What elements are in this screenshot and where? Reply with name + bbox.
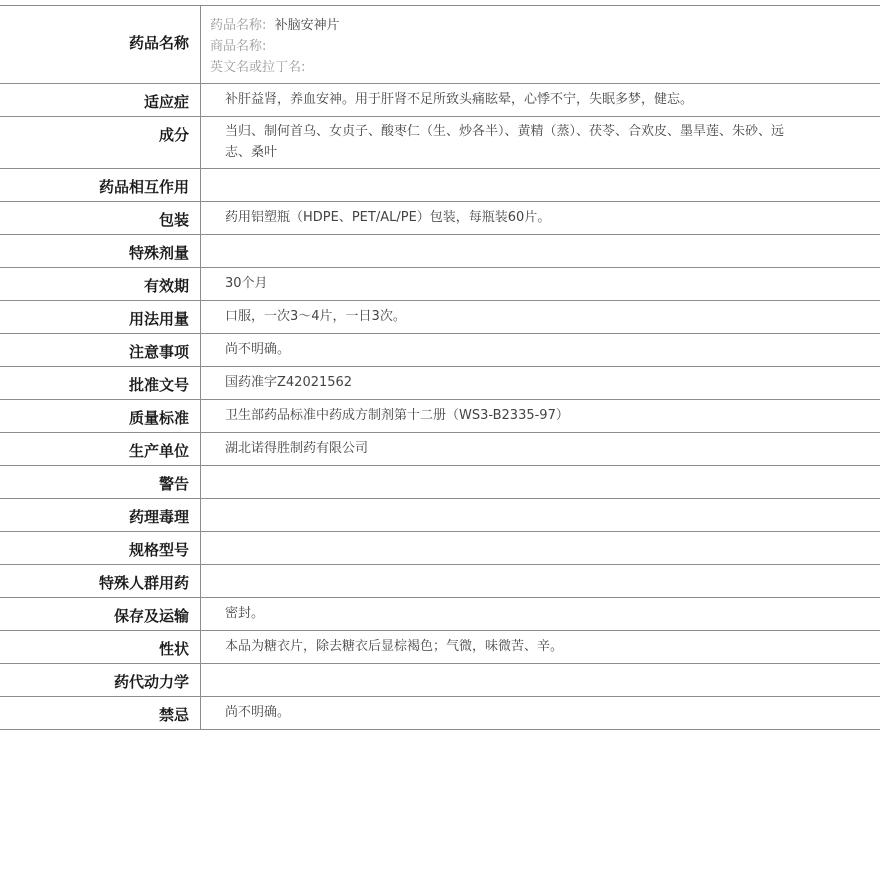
row-label: 有效期 <box>0 268 201 300</box>
row-label: 特殊剂量 <box>0 235 201 267</box>
row-label: 注意事项 <box>0 334 201 366</box>
row-value: 卫生部药品标准中药成方制剂第十二册（WS3-B2335-97） <box>225 408 569 423</box>
trade-name-line <box>210 36 800 57</box>
row-manufacturer <box>0 433 880 466</box>
row-value <box>201 532 880 564</box>
row-approval-number <box>0 367 880 400</box>
row-pharmacology <box>0 499 880 532</box>
row-label: 生产单位 <box>0 433 201 465</box>
row-value: 密封。 <box>225 606 265 621</box>
row-label: 药品名称 <box>0 6 201 83</box>
latin-name-line <box>210 57 800 78</box>
row-warning <box>0 466 880 499</box>
row-value: 当归、制何首乌、女贞子、酸枣仁（生、炒各半）、黄精（蒸）、茯苓、合欢皮、墨旱莲、朱砂、远志、桑叶 <box>225 124 785 160</box>
row-special-dosage <box>0 235 880 268</box>
row-value: 本品为糖衣片，除去糖衣后显棕褐色；气微，味微苦、辛。 <box>225 639 564 654</box>
row-label: 警告 <box>0 466 201 498</box>
row-packaging <box>0 202 880 235</box>
row-ingredients <box>0 117 880 169</box>
generic-name-line <box>210 15 800 36</box>
row-quality-standard <box>0 400 880 433</box>
row-value: 药用铝塑瓶（HDPE、PET/AL/PE）包装，每瓶装60片。 <box>225 210 551 225</box>
latin-name-key: 英文名或拉丁名: <box>210 60 306 75</box>
generic-name-value: 补脑安神片 <box>274 18 340 33</box>
row-special-populations <box>0 565 880 598</box>
trade-name-key: 商品名称: <box>210 39 267 54</box>
row-label: 质量标准 <box>0 400 201 432</box>
row-value: 30个月 <box>225 276 268 291</box>
row-value <box>201 169 880 201</box>
row-label: 禁忌 <box>0 697 201 729</box>
row-drug-interactions <box>0 169 880 202</box>
row-value <box>201 466 880 498</box>
row-indications <box>0 84 880 117</box>
row-value <box>201 499 880 531</box>
row-value: 尚不明确。 <box>225 342 291 357</box>
row-value: 湖北诺得胜制药有限公司 <box>225 441 369 456</box>
row-precautions <box>0 334 880 367</box>
row-value <box>201 664 880 696</box>
row-value <box>201 6 880 83</box>
row-label: 药品相互作用 <box>0 169 201 201</box>
row-contraindications <box>0 697 880 730</box>
row-label: 用法用量 <box>0 301 201 333</box>
row-label: 药代动力学 <box>0 664 201 696</box>
row-label: 保存及运输 <box>0 598 201 630</box>
row-value: 尚不明确。 <box>225 705 291 720</box>
row-label: 药理毒理 <box>0 499 201 531</box>
row-label: 性状 <box>0 631 201 663</box>
row-label: 特殊人群用药 <box>0 565 201 597</box>
row-description <box>0 631 880 664</box>
row-value <box>201 565 880 597</box>
row-storage <box>0 598 880 631</box>
row-label: 适应症 <box>0 84 201 116</box>
row-specification <box>0 532 880 565</box>
row-label: 包装 <box>0 202 201 234</box>
row-label: 批准文号 <box>0 367 201 399</box>
row-drug-name <box>0 6 880 84</box>
drug-info-table <box>0 5 880 730</box>
generic-name-key: 药品名称: <box>210 18 267 33</box>
row-value <box>201 235 880 267</box>
row-value: 补肝益肾，养血安神。用于肝肾不足所致头痛眩晕，心悸不宁，失眠多梦，健忘。 <box>225 92 694 107</box>
row-dosage <box>0 301 880 334</box>
row-label: 成分 <box>0 117 201 168</box>
row-label: 规格型号 <box>0 532 201 564</box>
row-shelf-life <box>0 268 880 301</box>
row-pharmacokinetics <box>0 664 880 697</box>
row-value: 口服，一次3～4片，一日3次。 <box>225 309 406 324</box>
row-value: 国药准字Z42021562 <box>225 375 353 390</box>
